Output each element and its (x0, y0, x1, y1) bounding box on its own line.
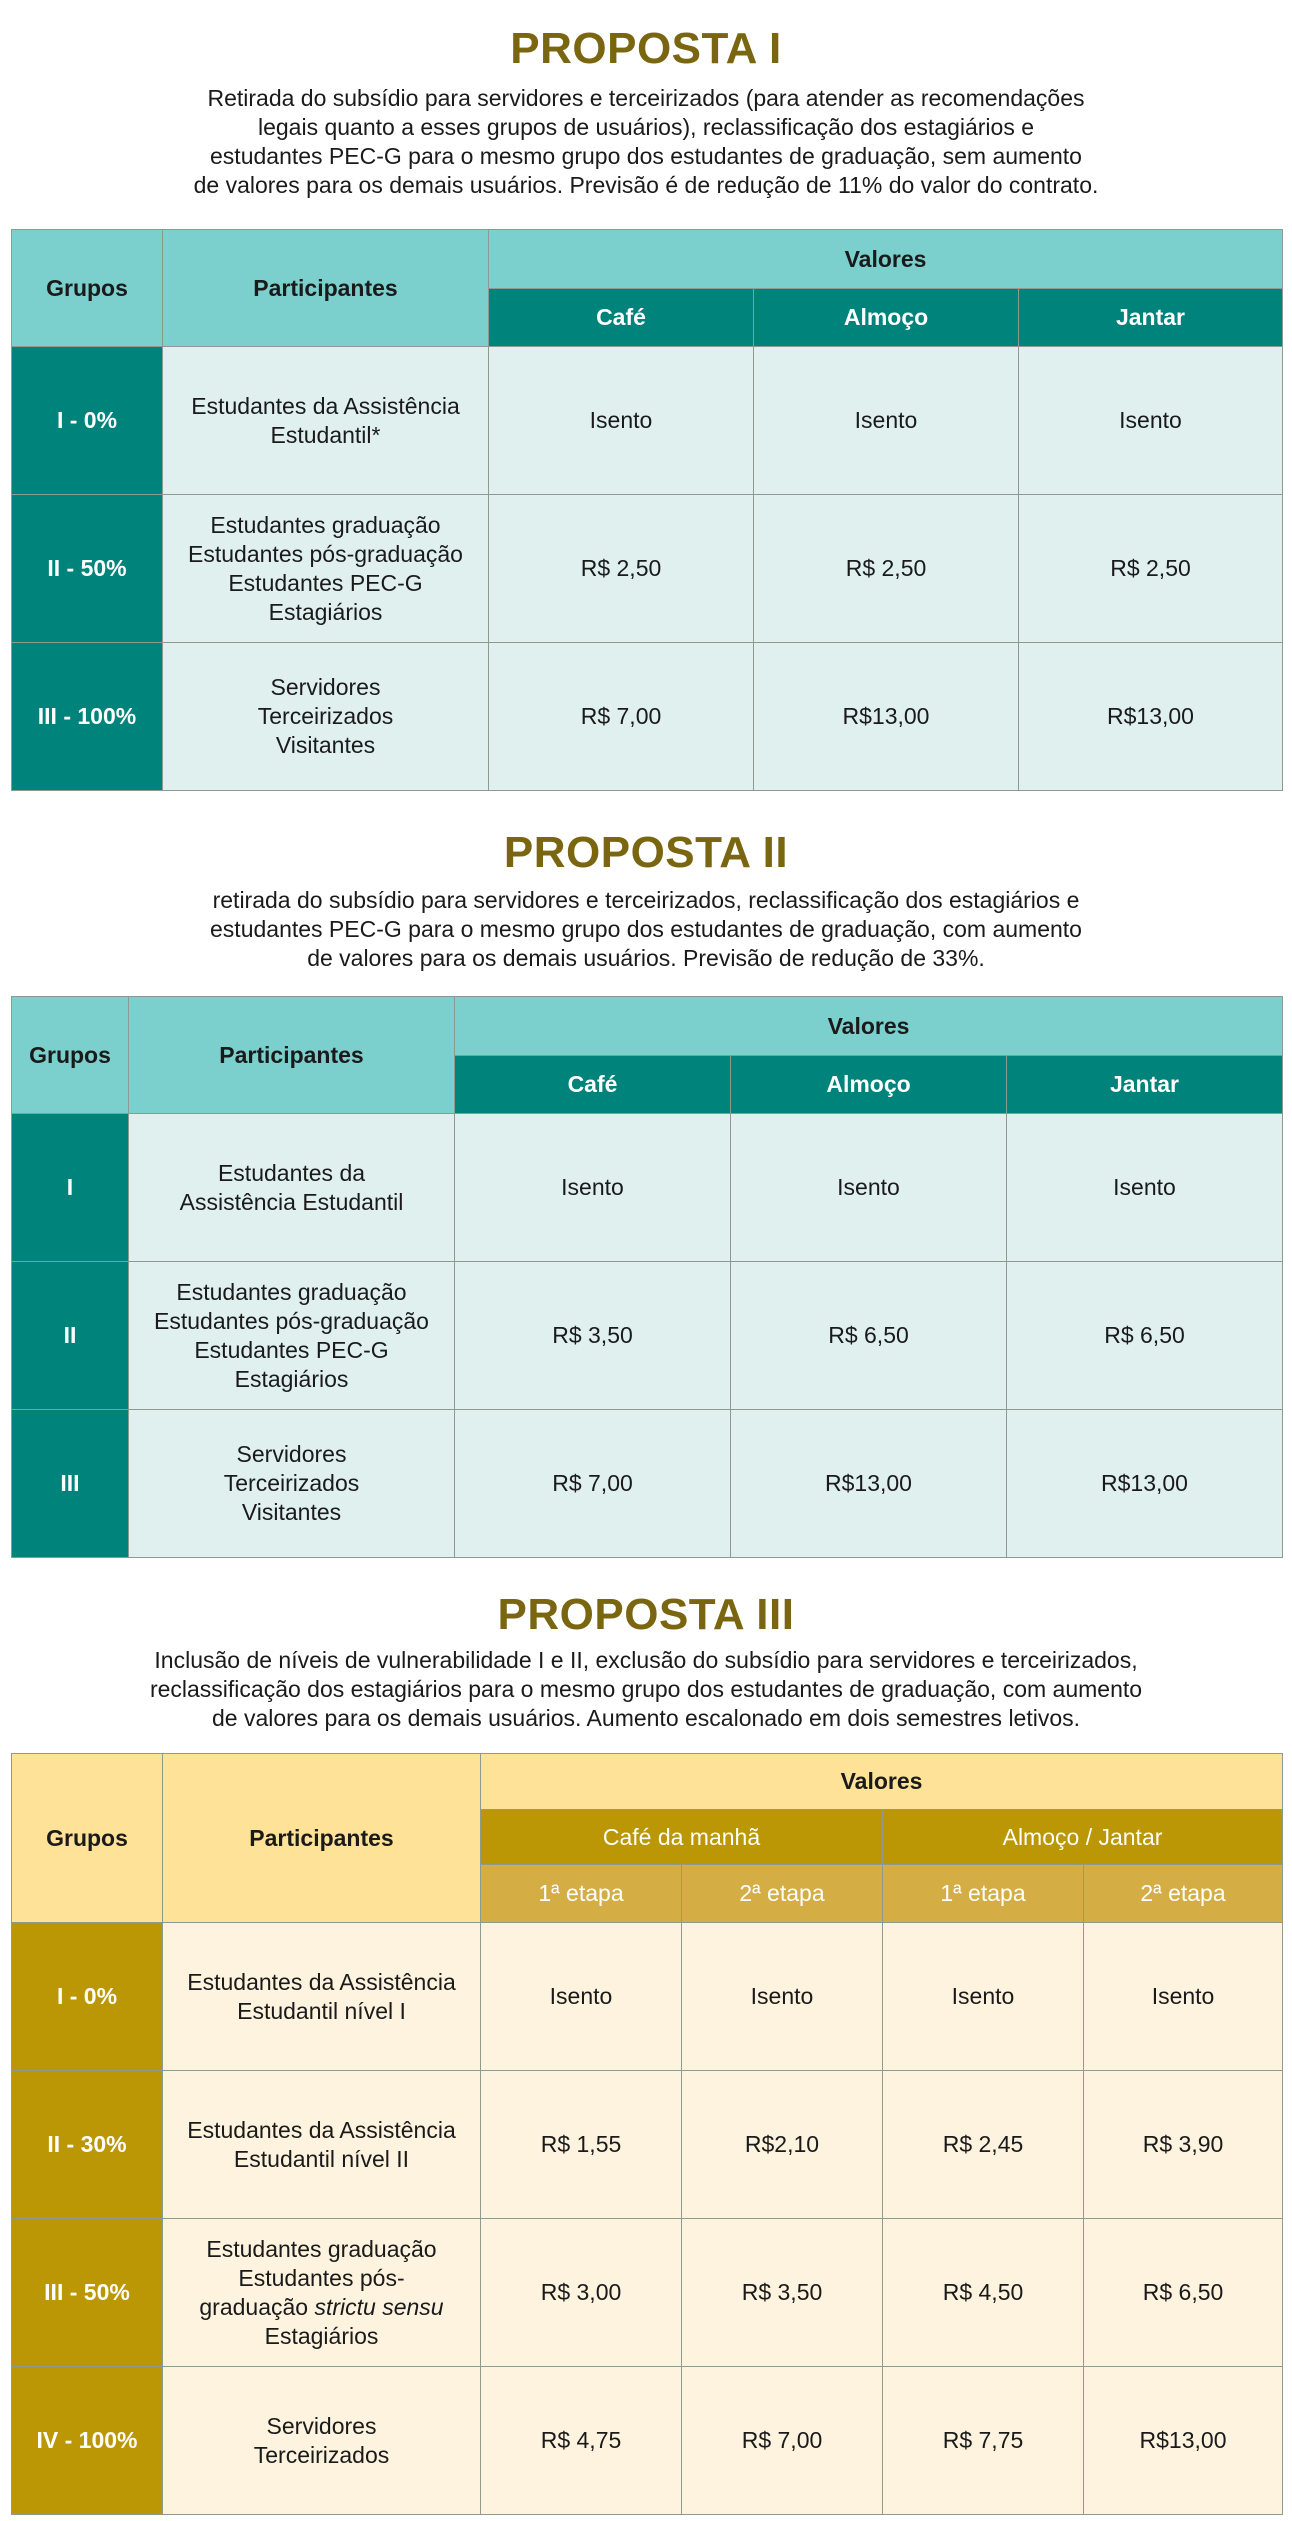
participant-line: Estudantes da (217, 1159, 366, 1186)
participant-line: Estudantes da Assistência (187, 1968, 456, 1995)
group-cell: III (12, 1410, 129, 1558)
proposal-1-description (0, 84, 1292, 200)
price-cell: R$ 2,50 (1019, 495, 1283, 643)
description-line: de valores para os demais usuários. Previsão de redução de 33%. (307, 945, 985, 971)
header-etapa-1: 1ª etapa (883, 1865, 1084, 1923)
group-cell: II - 30% (12, 2071, 163, 2219)
price-cell: R$ 4,50 (883, 2219, 1084, 2367)
price-cell: Isento (1084, 1923, 1283, 2071)
participant-line: Estudantes graduação (206, 2235, 437, 2262)
header-etapa-2: 2ª etapa (682, 1865, 883, 1923)
proposal-3-section (0, 1560, 1292, 2468)
proposal-2-table (11, 996, 1283, 1558)
header-participantes: Participantes (129, 997, 455, 1114)
participant-line: Servidores (266, 2412, 377, 2439)
price-cell: R$ 1,55 (481, 2071, 682, 2219)
participant-line: Terceirizados (253, 2441, 390, 2468)
participants-cell (163, 2367, 481, 2515)
participant-line: Terceirizados (223, 1470, 360, 1496)
proposal-3-title: PROPOSTA III (497, 1590, 795, 1639)
price-cell: R$ 3,50 (455, 1262, 731, 1410)
participant-line: Estudantes PEC-G (194, 1336, 389, 1363)
proposal-1-table (11, 229, 1283, 791)
price-cell: R$ 3,90 (1084, 2071, 1283, 2219)
price-cell: R$ 2,45 (883, 2071, 1084, 2219)
participant-line: Estudantil nível I (237, 1997, 406, 2024)
table-row (12, 1923, 1283, 2071)
table-row (12, 1262, 1283, 1410)
group-cell: II (12, 1262, 129, 1410)
table-row (12, 1410, 1283, 1558)
group-cell: IV - 100% (12, 2367, 163, 2515)
participants-cell (129, 1262, 455, 1410)
header-cafe: Café (489, 289, 754, 347)
participant-line: Visitantes (241, 1499, 342, 1525)
participant-line: Estudantes graduação (210, 511, 441, 538)
description-line: Retirada do subsídio para servidores e terceirizados (para atender as recomendações (207, 85, 1085, 111)
participants-cell (163, 1923, 481, 2071)
description-line: de valores para os demais usuários. Previsão é de redução de 11% do valor do contrato. (193, 172, 1099, 198)
header-almoco: Almoço (731, 1056, 1007, 1114)
participant-line: Servidores (270, 674, 381, 700)
header-almoco: Almoço (754, 289, 1019, 347)
header-grupos: Grupos (12, 997, 129, 1114)
header-participantes: Participantes (163, 230, 489, 347)
proposal-3-table (11, 1753, 1283, 2515)
description-line: estudantes PEC-G para o mesmo grupo dos estudantes de graduação, com aumento (210, 916, 1082, 942)
proposal-2-title: PROPOSTA II (503, 828, 789, 877)
price-cell: Isento (731, 1114, 1007, 1262)
price-cell: R$2,10 (682, 2071, 883, 2219)
description-line: Inclusão de níveis de vulnerabilidade I e II, exclusão do subsídio para servidores e terceirizados, (154, 1647, 1138, 1673)
participants-cell (163, 347, 489, 495)
table-row (12, 643, 1283, 791)
proposal-1-section (0, 0, 1292, 758)
participant-text: graduação (199, 2293, 315, 2320)
price-cell: Isento (489, 347, 754, 495)
price-cell: R$ 7,00 (682, 2367, 883, 2515)
group-cell: I - 0% (12, 1923, 163, 2071)
participant-line: Estudantes pós-graduação (188, 540, 463, 567)
price-cell: R$ 4,75 (481, 2367, 682, 2515)
table-row (12, 2071, 1283, 2219)
header-etapa-2: 2ª etapa (1084, 1865, 1283, 1923)
participant-line: Assistência Estudantil (179, 1188, 404, 1215)
participants-cell (163, 2071, 481, 2219)
participants-cell (129, 1410, 455, 1558)
price-cell: Isento (682, 1923, 883, 2071)
participants-cell (163, 495, 489, 643)
participant-line: Estudantes graduação (176, 1278, 407, 1305)
header-participantes: Participantes (163, 1754, 481, 1923)
price-cell: R$ 7,00 (455, 1410, 731, 1558)
price-cell: R$13,00 (1007, 1410, 1283, 1558)
participant-line: Estagiários (268, 598, 383, 625)
participants-cell (163, 643, 489, 791)
price-cell: R$ 3,50 (682, 2219, 883, 2367)
price-cell: Isento (754, 347, 1019, 495)
participant-line: Estudantil nível II (233, 2145, 410, 2172)
price-cell: Isento (481, 1923, 682, 2071)
price-cell: Isento (1019, 347, 1283, 495)
header-valores: Valores (481, 1754, 1283, 1810)
price-cell: R$13,00 (731, 1410, 1007, 1558)
participant-line: Estudantil* (270, 421, 381, 448)
description-line: de valores para os demais usuários. Aumento escalonado em dois semestres letivos. (211, 1705, 1081, 1731)
price-cell: R$ 2,50 (754, 495, 1019, 643)
proposal-2-description (0, 886, 1292, 973)
participant-italic: strictu sensu (314, 2293, 444, 2320)
group-cell: I - 0% (12, 347, 163, 495)
participants-cell (129, 1114, 455, 1262)
participant-line: Estagiários (264, 2322, 379, 2349)
proposal-1-title: PROPOSTA I (510, 24, 782, 73)
participant-line: Terceirizados (257, 703, 394, 729)
price-cell: R$ 6,50 (1007, 1262, 1283, 1410)
participant-line: Estudantes da Assistência (187, 2116, 456, 2143)
table-row (12, 1114, 1283, 1262)
participant-line: Visitantes (275, 732, 376, 758)
participant-line (167, 2293, 476, 2322)
price-cell: R$ 7,00 (489, 643, 754, 791)
price-cell: R$ 3,00 (481, 2219, 682, 2367)
group-cell: I (12, 1114, 129, 1262)
header-almoco-jantar: Almoço / Jantar (883, 1810, 1283, 1865)
price-cell: R$13,00 (754, 643, 1019, 791)
participant-line: Estudantes PEC-G (228, 569, 423, 596)
group-cell: II - 50% (12, 495, 163, 643)
price-cell: R$ 7,75 (883, 2367, 1084, 2515)
header-jantar: Jantar (1007, 1056, 1283, 1114)
price-cell: R$ 6,50 (731, 1262, 1007, 1410)
price-cell: Isento (883, 1923, 1084, 2071)
header-grupos: Grupos (12, 1754, 163, 1923)
description-line: reclassificação dos estagiários para o mesmo grupo dos estudantes de graduação, com aumento (149, 1676, 1143, 1702)
price-cell: Isento (1007, 1114, 1283, 1262)
table-row (12, 347, 1283, 495)
table-row (12, 2219, 1283, 2367)
participant-line: Servidores (236, 1441, 347, 1467)
participant-line: Estudantes pós-graduação (154, 1307, 429, 1334)
proposal-2-section (0, 800, 1292, 1525)
participants-cell (163, 2219, 481, 2367)
participant-line: Estagiários (234, 1365, 349, 1392)
price-cell: R$13,00 (1019, 643, 1283, 791)
group-cell: III - 50% (12, 2219, 163, 2367)
description-line: estudantes PEC-G para o mesmo grupo dos estudantes de graduação, sem aumento (210, 143, 1082, 169)
table-row (12, 2367, 1283, 2515)
description-line: retirada do subsídio para servidores e terceirizados, reclassificação dos estagiários e (212, 887, 1080, 913)
header-jantar: Jantar (1019, 289, 1283, 347)
price-cell: R$13,00 (1084, 2367, 1283, 2515)
price-cell: R$ 2,50 (489, 495, 754, 643)
participant-line: Estudantes da Assistência (191, 392, 460, 419)
header-valores: Valores (489, 230, 1283, 289)
proposal-3-description (0, 1646, 1292, 1733)
table-row (12, 495, 1283, 643)
header-etapa-1: 1ª etapa (481, 1865, 682, 1923)
description-line: legais quanto a esses grupos de usuários), reclassificação dos estagiários e (257, 114, 1035, 140)
price-cell: Isento (455, 1114, 731, 1262)
header-cafe: Café (455, 1056, 731, 1114)
group-cell: III - 100% (12, 643, 163, 791)
participant-line: Estudantes pós- (238, 2264, 405, 2291)
price-cell: R$ 6,50 (1084, 2219, 1283, 2367)
header-cafe-da-manha: Café da manhã (481, 1810, 883, 1865)
header-valores: Valores (455, 997, 1283, 1056)
header-grupos: Grupos (12, 230, 163, 347)
